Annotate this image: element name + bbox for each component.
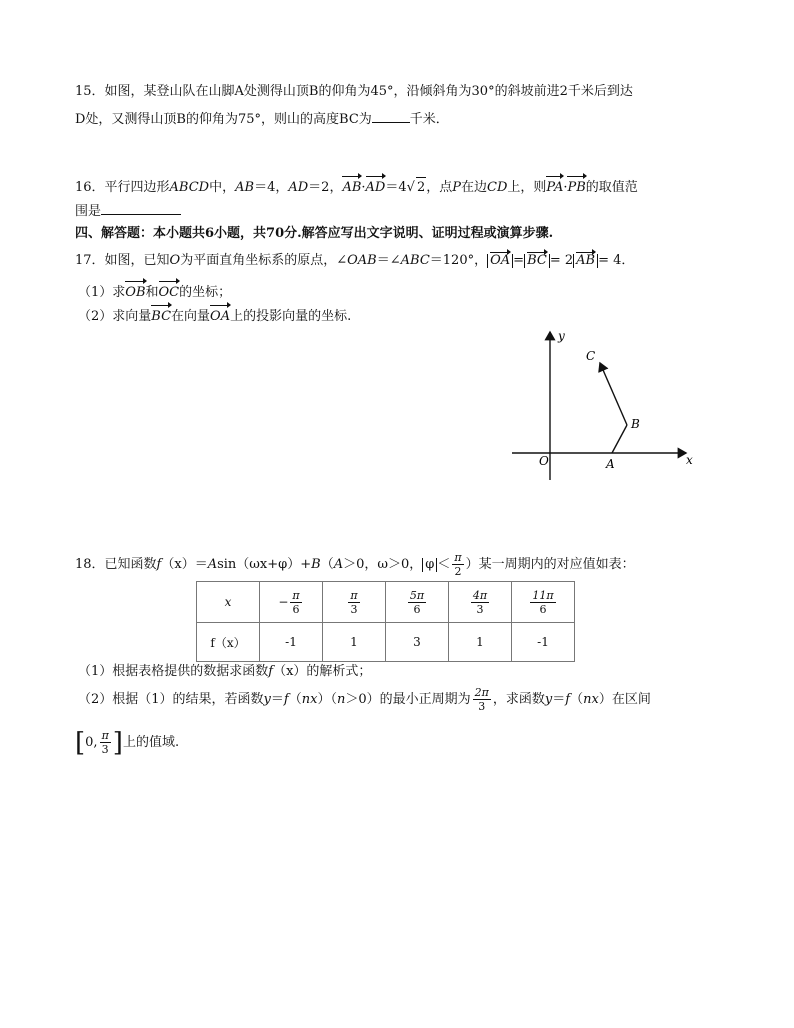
numerator: 4π bbox=[472, 588, 488, 602]
table-cell: -1 bbox=[260, 623, 323, 662]
q17-text: ＝∠ bbox=[376, 253, 401, 268]
q18-f: f bbox=[268, 664, 274, 679]
sqrt-sign: √ bbox=[406, 180, 415, 195]
q17-text: 在向量 bbox=[171, 309, 211, 324]
q18-text: （x）＝ bbox=[161, 557, 208, 572]
equals: = 2 bbox=[549, 253, 574, 268]
q17-text: 17．如图，已知 bbox=[75, 253, 170, 268]
segment-ab bbox=[612, 425, 627, 453]
origin-label: O bbox=[539, 454, 549, 468]
vector-bc-arrow bbox=[600, 363, 627, 425]
interval-start: 0, bbox=[85, 735, 98, 750]
q18-y: y bbox=[544, 692, 553, 707]
q18-sub2 bbox=[78, 686, 651, 714]
q16-text: 中， bbox=[209, 180, 236, 195]
abs-oa bbox=[487, 254, 513, 268]
denominator: 3 bbox=[101, 743, 109, 756]
denominator: 3 bbox=[478, 700, 486, 713]
q18-text: ＞0，ω＞0， bbox=[343, 557, 423, 572]
vector-bc: BC bbox=[527, 253, 547, 268]
q17-text: 上的投影向量的坐标. bbox=[230, 309, 352, 324]
numerator: 11π bbox=[532, 588, 554, 602]
q18-text: （ bbox=[570, 692, 584, 707]
q17-o: O bbox=[169, 253, 181, 268]
q18-text: （1）根据表格提供的数据求函数 bbox=[78, 664, 269, 679]
q15-line1: 15．如图，某登山队在山脚A处测得山顶B的仰角为45°，沿倾斜角为30°的斜坡前进2千米后到达 bbox=[75, 84, 633, 99]
q18-text: ＝ bbox=[552, 692, 566, 707]
table-cell: 1 bbox=[323, 623, 386, 662]
q17-sub2 bbox=[78, 307, 351, 327]
q16-text: ，点 bbox=[426, 180, 453, 195]
point-a-label: A bbox=[606, 457, 615, 471]
denominator: 3 bbox=[476, 602, 484, 616]
q16-line2 bbox=[75, 200, 181, 222]
fraction bbox=[408, 589, 426, 616]
denominator: 3 bbox=[350, 602, 358, 616]
fraction-pi-over-2 bbox=[452, 551, 463, 578]
q16-abcd: ABCD bbox=[169, 180, 210, 195]
less-than: ＜ bbox=[437, 557, 451, 572]
q16-line1 bbox=[75, 177, 638, 198]
q18-text: ）在区间 bbox=[598, 692, 651, 707]
x-axis-label: x bbox=[686, 453, 693, 467]
abs-phi: φ bbox=[422, 558, 437, 572]
coordinate-figure bbox=[500, 320, 710, 500]
q18-f: f bbox=[156, 557, 162, 572]
q18-text: ＝ bbox=[270, 692, 284, 707]
q18-text: ＞0）的最小正周期为 bbox=[345, 692, 471, 707]
q18-interval-line bbox=[75, 726, 179, 760]
vector-pa: PA bbox=[546, 178, 563, 198]
numerator: 5π bbox=[409, 588, 425, 602]
table-row-fx bbox=[197, 623, 575, 662]
q17-text: ． bbox=[621, 253, 635, 268]
denominator: 2 bbox=[454, 565, 462, 578]
q17-abc: ABC bbox=[400, 253, 430, 268]
q18-text: 18．已知函数 bbox=[75, 557, 157, 572]
q17-text: 为平面直角坐标系的原点，∠ bbox=[180, 253, 348, 268]
abs-ab bbox=[573, 254, 598, 268]
q18-f: f bbox=[565, 692, 571, 707]
minus-sign: − bbox=[278, 595, 289, 609]
q18-text: （x）的解析式； bbox=[273, 664, 372, 679]
vector-ab: AB bbox=[342, 178, 361, 198]
vector-oa: OA bbox=[210, 307, 230, 327]
q17-text: ＝120°， bbox=[429, 253, 488, 268]
q17-text: （2）求向量 bbox=[78, 309, 152, 324]
numerator: π bbox=[292, 588, 300, 602]
q18-text: sin（ωx+φ）+ bbox=[217, 557, 312, 572]
q15-text: D处，又测得山顶B的仰角为75°，则山的高度BC为 bbox=[75, 112, 372, 127]
q16-text: 16．平行四边形 bbox=[75, 180, 170, 195]
q16-ab: AB bbox=[235, 180, 255, 195]
q18-text: 上的值域. bbox=[122, 735, 180, 750]
dot-operator: · bbox=[563, 180, 568, 195]
table-cell: 1 bbox=[449, 623, 512, 662]
answer-blank-q15 bbox=[372, 108, 410, 123]
sqrt-radicand: 2 bbox=[416, 177, 426, 198]
q16-text: 上，则 bbox=[507, 180, 547, 195]
q17-oab: OAB bbox=[347, 253, 377, 268]
q18-sub1 bbox=[78, 662, 371, 682]
equals: = bbox=[513, 253, 525, 268]
denominator: 6 bbox=[413, 602, 421, 616]
q18-b: B bbox=[311, 557, 321, 572]
vector-ad: AD bbox=[366, 178, 386, 198]
table-cell: -1 bbox=[512, 623, 575, 662]
q16-text: 围是 bbox=[75, 204, 102, 219]
q16-text: ＝2， bbox=[308, 180, 343, 195]
q15-line2 bbox=[75, 108, 449, 130]
point-c-label: C bbox=[586, 349, 596, 363]
q17-text: （1）求 bbox=[78, 285, 126, 300]
y-axis-label: y bbox=[558, 329, 565, 343]
fraction-pi-over-3 bbox=[100, 729, 111, 756]
fraction bbox=[290, 589, 301, 616]
q18-nx: nx bbox=[301, 692, 318, 707]
q18-f: f bbox=[283, 692, 289, 707]
denominator: 6 bbox=[292, 602, 300, 616]
vector-oc: OC bbox=[159, 283, 180, 303]
table-cell: 3 bbox=[386, 623, 449, 662]
table-cell bbox=[512, 582, 575, 623]
q16-text: 在边 bbox=[460, 180, 487, 195]
vector-pb: PB bbox=[567, 178, 585, 198]
value-table bbox=[196, 581, 575, 662]
q18-text: ，求函数 bbox=[492, 692, 545, 707]
numerator: π bbox=[350, 588, 358, 602]
fraction bbox=[471, 589, 489, 616]
q17-text: 的坐标； bbox=[179, 285, 232, 300]
q18-text: ）（ bbox=[317, 692, 337, 707]
q16-p: P bbox=[452, 180, 461, 195]
q15-unit: 千米． bbox=[409, 112, 449, 127]
vector-ab: AB bbox=[576, 253, 596, 268]
abs-bc bbox=[524, 254, 550, 268]
fraction bbox=[348, 589, 359, 616]
q18-line1 bbox=[75, 551, 635, 578]
table-cell bbox=[386, 582, 449, 623]
numerator: π bbox=[454, 551, 462, 564]
fraction-period bbox=[473, 686, 491, 713]
fraction bbox=[530, 589, 555, 616]
q18-text: （ bbox=[320, 557, 334, 572]
dot-operator: · bbox=[361, 180, 366, 195]
table-cell bbox=[323, 582, 386, 623]
interval-left-bracket: [ bbox=[75, 727, 86, 758]
denominator: 6 bbox=[539, 602, 547, 616]
point-b-label: B bbox=[631, 417, 640, 431]
interval-right-bracket: ] bbox=[112, 727, 123, 758]
q18-a: A bbox=[333, 557, 344, 572]
q18-text: （2）根据（1）的结果，若函数 bbox=[78, 692, 264, 707]
table-cell bbox=[260, 582, 323, 623]
q18-nx: nx bbox=[583, 692, 599, 707]
table-header-fx: f（x） bbox=[197, 623, 260, 662]
q18-text: ）某一周期内的对应值如表： bbox=[465, 557, 635, 572]
q16-cd: CD bbox=[487, 180, 508, 195]
numerator: 2π bbox=[474, 686, 489, 699]
table-cell bbox=[449, 582, 512, 623]
numerator: π bbox=[101, 729, 109, 742]
q16-text: ＝4， bbox=[254, 180, 289, 195]
q18-n: n bbox=[336, 692, 346, 707]
answer-blank-q16 bbox=[101, 200, 181, 215]
vector-ob: OB bbox=[125, 283, 145, 303]
negative-fraction bbox=[278, 589, 303, 616]
table-row-x bbox=[197, 582, 575, 623]
q17-text: 和 bbox=[145, 285, 159, 300]
q17-sub1 bbox=[78, 283, 231, 303]
q17-line1 bbox=[75, 251, 634, 271]
q18-a: A bbox=[207, 557, 218, 572]
q16-ad: AD bbox=[288, 180, 309, 195]
q18-text: （ bbox=[288, 692, 302, 707]
vector-oa: OA bbox=[490, 253, 511, 268]
q16-text: 的取值范 bbox=[585, 180, 638, 195]
vector-bc: BC bbox=[151, 307, 171, 327]
q16-equals: ＝4 bbox=[385, 180, 407, 195]
q18-y: y bbox=[263, 692, 271, 707]
section-heading: 四、解答题：本小题共6小题，共70分.解答应写出文字说明、证明过程或演算步骤. bbox=[75, 226, 554, 241]
table-header-x: x bbox=[197, 582, 260, 623]
equals: = 4 bbox=[598, 253, 622, 268]
